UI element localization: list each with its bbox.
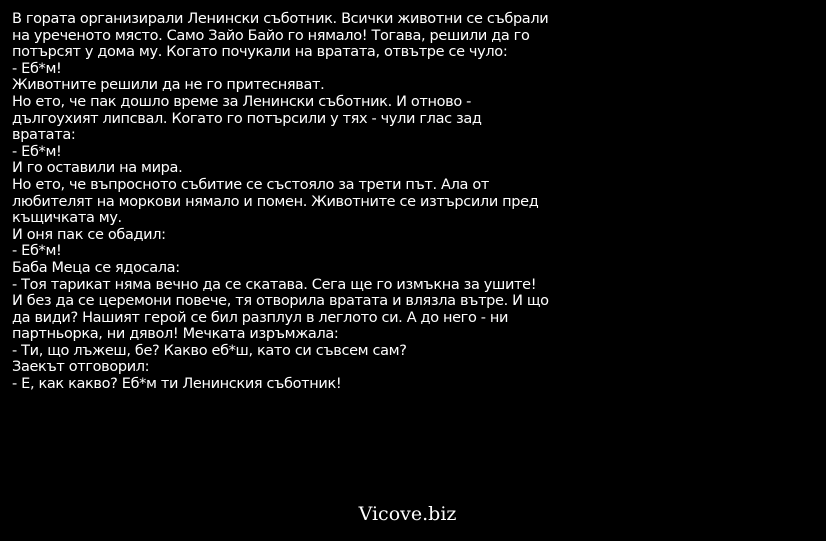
joke-line: И оня пак се обадил: xyxy=(12,226,166,243)
joke-line: - Ти, що лъжеш, бе? Какво еб*ш, като си съвсем сам? xyxy=(12,342,407,359)
joke-line: вратата: xyxy=(12,127,76,144)
joke-line: - Тоя тарикат няма вечно да се скатава. Сега ще го измъкна за ушите! xyxy=(12,276,537,293)
joke-line: И без да се церемони повече, тя отворила вратата и влязла вътре. И що xyxy=(12,293,549,310)
joke-line: - Е, как какво? Еб*м ти Ленинския съботник! xyxy=(12,376,342,393)
joke-line: И го оставили на мира. xyxy=(12,160,183,177)
joke-line: да види? Нашият герой се бил разплул в леглото си. А до него - ни xyxy=(12,309,509,326)
joke-line: Животните решили да не го притесняват. xyxy=(12,77,325,94)
site-watermark: Vicove.biz xyxy=(358,503,457,525)
joke-line: дългоухият липсвал. Когато го потърсили у тях - чули глас зад xyxy=(12,110,482,127)
joke-line: Но ето, че въпросното събитие се състояло за трети път. Ала от xyxy=(12,176,489,193)
joke-line: - Еб*м! xyxy=(12,243,62,260)
joke-line: Баба Меца се ядосала: xyxy=(12,259,180,276)
joke-line: Но ето, че пак дошло време за Ленински съботник. И отново - xyxy=(12,93,471,110)
joke-line: любителят на моркови нямало и помен. Животните се изтърсили пред xyxy=(12,193,539,210)
joke-line: къщичката му. xyxy=(12,210,122,227)
joke-line: на уреченото място. Само Зайо Байо го нямало! Тогава, решили да го xyxy=(12,27,530,44)
joke-text xyxy=(12,11,812,393)
joke-line: В гората организирали Ленински съботник. Всички животни се събрали xyxy=(12,11,549,27)
joke-line: - Еб*м! xyxy=(12,60,62,77)
joke-line: партньорка, ни дявол! Мечката изръмжала: xyxy=(12,326,339,343)
joke-line: Заекът отговорил: xyxy=(12,359,150,376)
joke-line: - Еб*м! xyxy=(12,143,62,160)
joke-line: потърсят у дома му. Когато почукали на вратата, отвътре се чуло: xyxy=(12,44,508,61)
